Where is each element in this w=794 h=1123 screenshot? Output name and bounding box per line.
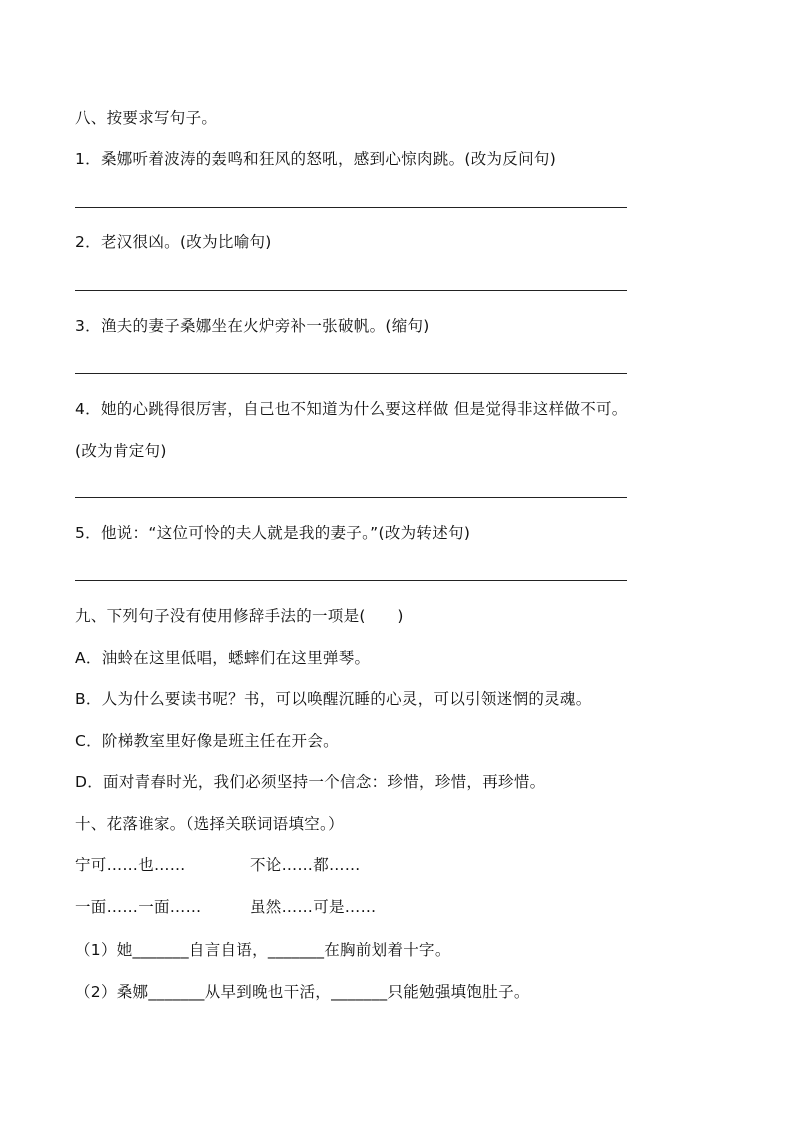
question-8-2: 2．老汉很凶。(改为比喻句) (75, 233, 272, 251)
conjunction-pair-3: 一面……一面…… (75, 898, 202, 916)
question-8-4-line-2: (改为肯定句) (75, 442, 167, 460)
section-9-heading: 九、下列句子没有使用修辞手法的一项是( ) (75, 607, 404, 625)
question-8-3: 3．渔夫的妻子桑娜坐在火炉旁补一张破帆。(缩句) (75, 317, 430, 335)
question-8-5: 5．他说：“这位可怜的夫人就是我的妻子。”(改为转述句) (75, 524, 471, 542)
option-a: A．油蛉在这里低唱，蟋蟀们在这里弹琴。 (75, 649, 371, 667)
section-8-heading: 八、按要求写句子。 (75, 109, 218, 127)
answer-line-8-1[interactable] (75, 207, 627, 208)
question-8-4-line-1: 4．她的心跳得很厉害，自己也不知道为什么要这样做 但是觉得非这样做不可。 (75, 400, 628, 418)
fill-blank-2: （2）桑娜_______从早到晚也干活，_______只能勉强填饱肚子。 (75, 983, 530, 1001)
conjunction-pair-1: 宁可……也…… (75, 856, 186, 874)
conjunction-pair-4: 虽然……可是…… (250, 898, 377, 916)
option-b: B．人为什么要读书呢？书，可以唤醒沉睡的心灵，可以引领迷惘的灵魂。 (75, 690, 592, 708)
answer-line-8-2[interactable] (75, 290, 627, 291)
answer-line-8-5[interactable] (75, 580, 627, 581)
fill-blank-1: （1）她_______自言自语，_______在胸前划着十字。 (75, 941, 451, 959)
option-c: C．阶梯教室里好像是班主任在开会。 (75, 732, 339, 750)
option-d: D．面对青春时光，我们必须坚持一个信念：珍惜，珍惜，再珍惜。 (75, 773, 546, 791)
question-8-1: 1．桑娜听着波涛的轰鸣和狂风的怒吼，感到心惊肉跳。(改为反问句) (75, 150, 557, 168)
conjunction-pair-2: 不论……都…… (250, 856, 361, 874)
section-10-heading: 十、花落谁家。（选择关联词语填空。） (75, 815, 344, 833)
answer-line-8-4[interactable] (75, 497, 627, 498)
answer-line-8-3[interactable] (75, 373, 627, 374)
